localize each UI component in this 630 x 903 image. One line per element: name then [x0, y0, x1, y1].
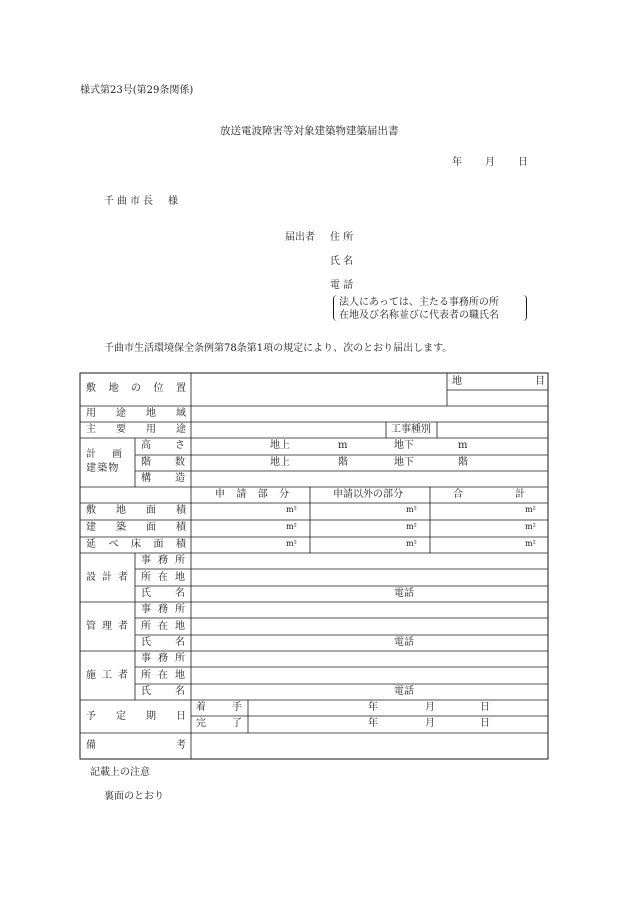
floor-area-unit-other: m² — [406, 539, 417, 548]
site-location-label: 敷 地 の 位 置 — [86, 383, 186, 394]
height-below-label: 地下 — [394, 440, 414, 451]
manager-name-label: 氏 名 — [141, 637, 185, 648]
floor-area-unit-total: m² — [525, 539, 536, 548]
finish-label: 完 了 — [196, 718, 242, 729]
notes-title: 記載上の注意 — [90, 767, 150, 778]
finish-month-label: 月 — [425, 718, 435, 729]
site-location-field[interactable] — [193, 375, 445, 404]
manager-phone-label: 電話 — [394, 637, 414, 648]
building-area-unit-other: m² — [406, 522, 417, 531]
main-use-field[interactable] — [193, 423, 384, 437]
remarks-field[interactable] — [193, 735, 546, 757]
start-year-label: 年 — [368, 702, 378, 713]
height-above-unit: m — [338, 440, 348, 451]
start-day-label: 日 — [480, 702, 490, 713]
col-total-header: 合 計 — [453, 489, 525, 500]
constructor-name-label: 氏 名 — [141, 686, 185, 697]
corporate-note-line2: 在地及び名称並びに代表者の職氏名 — [339, 310, 499, 321]
structure-label: 構 造 — [141, 473, 185, 484]
site-area-unit-total: m² — [525, 505, 536, 514]
date-year-label: 年 — [452, 157, 462, 168]
main-use-label: 主 要 用 途 — [86, 424, 186, 435]
addressee-honorific: 様 — [168, 196, 178, 207]
floors-above-label: 地上 — [270, 457, 290, 468]
col-other-header: 申請以外の部分 — [333, 489, 403, 500]
use-zone-field[interactable] — [193, 407, 546, 421]
height-above-label: 地上 — [270, 440, 290, 451]
applicant-phone-label: 電 話 — [330, 280, 354, 291]
finish-day-label: 日 — [480, 718, 490, 729]
structure-field[interactable] — [193, 472, 546, 486]
work-type-label: 工事種別 — [391, 424, 431, 435]
designer-label: 設 計 者 — [86, 572, 128, 583]
use-zone-label: 用 途 地 域 — [86, 408, 186, 419]
date-month-label: 月 — [485, 157, 495, 168]
intro-text: 千曲市生活環境保全条例第78条第1項の規定により、次のとおり届出します。 — [104, 343, 453, 354]
plan-building-label-2: 建築物 — [86, 463, 120, 474]
remarks-label: 備 考 — [86, 740, 186, 751]
building-area-unit-applied: m² — [286, 522, 297, 531]
floors-above-unit: 階 — [338, 457, 348, 468]
building-area-label: 建 築 面 積 — [86, 522, 186, 533]
col-applied-header: 申 請 部 分 — [215, 489, 289, 500]
height-below-unit: m — [458, 440, 468, 451]
plan-building-label-1: 計 画 — [86, 449, 125, 460]
work-type-field[interactable] — [439, 423, 546, 437]
site-area-label: 敷 地 面 積 — [86, 505, 186, 516]
floors-label: 階 数 — [141, 457, 185, 468]
district-suffix: 目 — [535, 376, 545, 387]
start-label: 着 手 — [196, 702, 242, 713]
constructor-office-label: 事 務 所 — [141, 653, 185, 664]
height-label: 高 さ — [141, 440, 185, 451]
applicant-name-label: 氏 名 — [330, 256, 354, 267]
floor-area-unit-applied: m² — [286, 539, 297, 548]
designer-name-label: 氏 名 — [141, 588, 185, 599]
addressee-city: 千曲市長 — [104, 196, 156, 207]
date-day-label: 日 — [518, 157, 528, 168]
manager-office-label: 事 務 所 — [141, 604, 185, 615]
site-area-unit-applied: m² — [286, 505, 297, 514]
corporate-note-line1: 法人にあっては、主たる事務所の所 — [339, 297, 499, 308]
applicant-label: 届出者 — [285, 232, 315, 243]
site-area-unit-other: m² — [406, 505, 417, 514]
manager-label: 管 理 者 — [86, 621, 128, 632]
constructor-address-label: 所 在 地 — [141, 670, 185, 681]
manager-address-label: 所 在 地 — [141, 621, 185, 632]
constructor-phone-label: 電話 — [394, 686, 414, 697]
district-label: 地 — [452, 376, 462, 387]
schedule-label: 予 定 期 日 — [86, 711, 186, 722]
form-number: 様式第23号(第29条関係) — [80, 85, 194, 96]
floor-area-label: 延 べ 床 面 積 — [86, 539, 186, 550]
floors-below-label: 地下 — [394, 457, 414, 468]
notes-body: 裏面のとおり — [104, 791, 164, 802]
designer-address-label: 所 在 地 — [141, 572, 185, 583]
applicant-address-label: 住 所 — [330, 232, 354, 243]
designer-phone-label: 電話 — [394, 588, 414, 599]
constructor-label: 施 工 者 — [86, 670, 128, 681]
start-month-label: 月 — [425, 702, 435, 713]
designer-office-label: 事 務 所 — [141, 555, 185, 566]
finish-year-label: 年 — [368, 718, 378, 729]
building-area-unit-total: m² — [525, 522, 536, 531]
page-title: 放送電波障害等対象建築物建築届出書 — [220, 125, 399, 137]
floors-below-unit: 階 — [458, 457, 468, 468]
